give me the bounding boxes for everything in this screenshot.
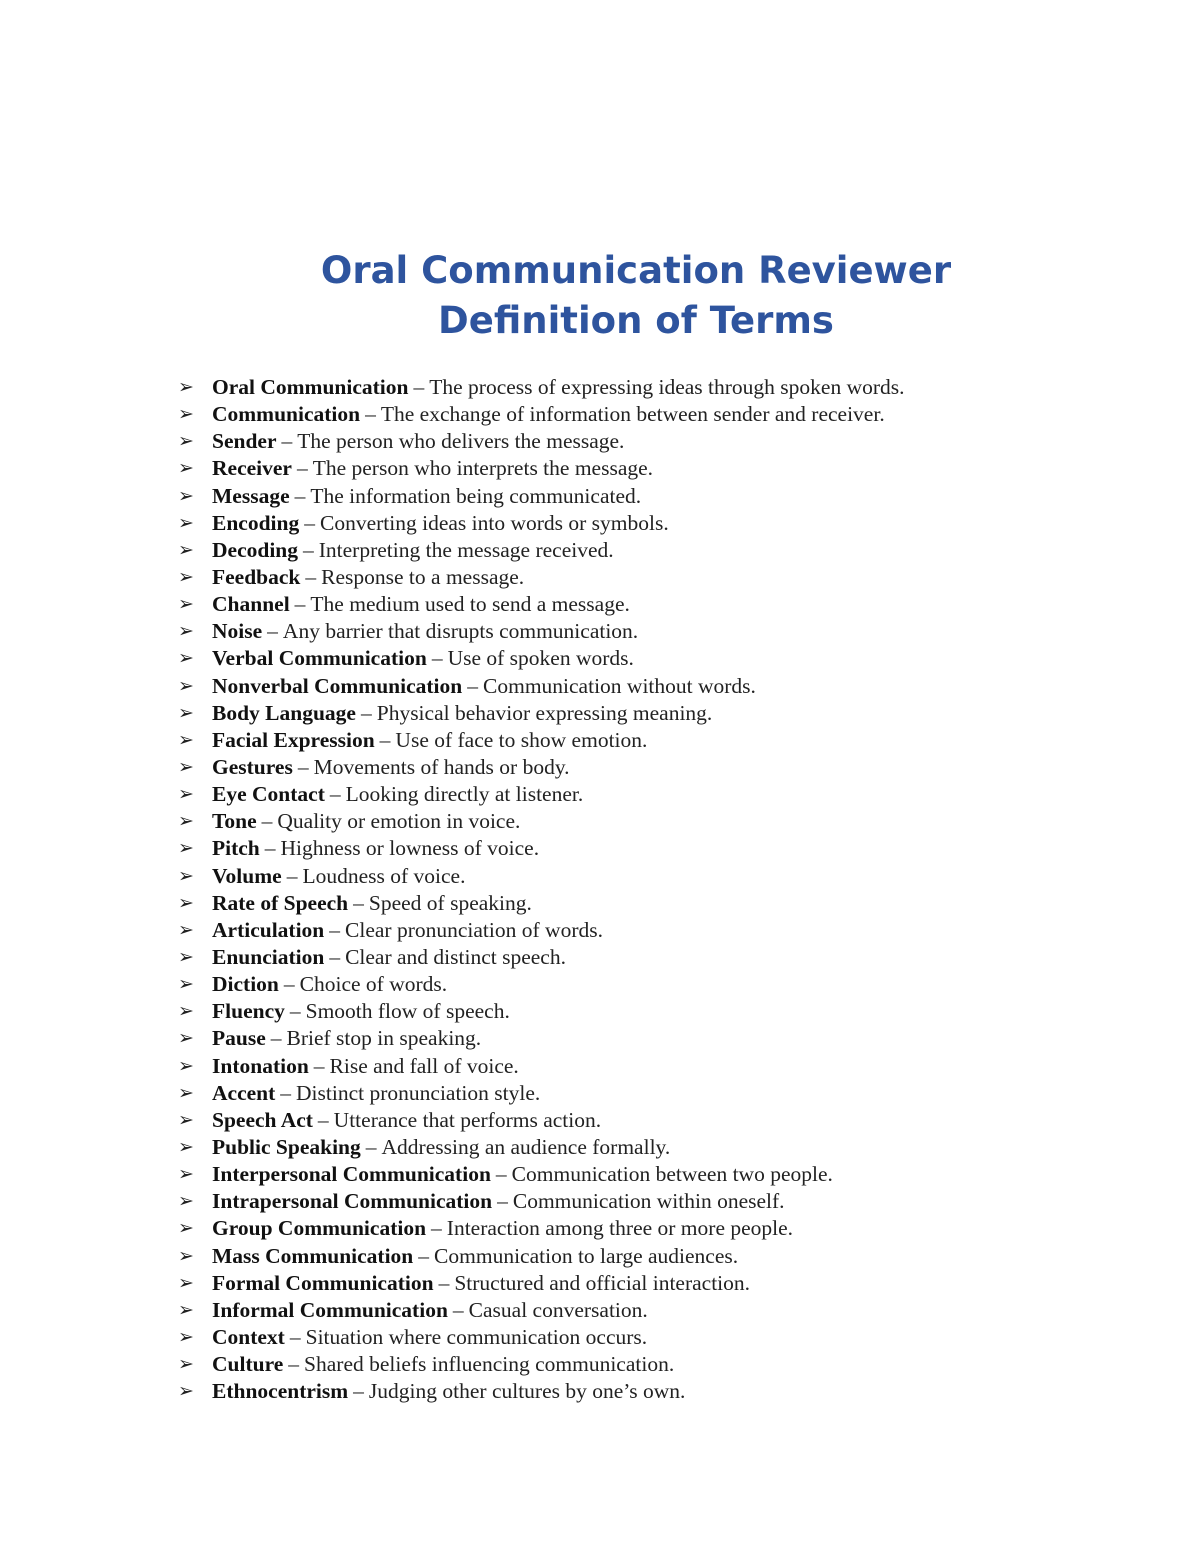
term-definition: Clear pronunciation of words.: [345, 917, 603, 942]
term-separator: –: [294, 592, 306, 617]
arrowhead-bullet-icon: ➢: [178, 701, 194, 724]
list-item: [178, 428, 905, 455]
term-separator: –: [452, 1297, 464, 1322]
term-name: Pause: [212, 1026, 266, 1051]
term-definition: Communication between two people.: [511, 1162, 833, 1187]
term-name: Oral Communication: [212, 375, 409, 400]
arrowhead-bullet-icon: ➢: [178, 376, 194, 399]
term-name: Mass Communication: [212, 1243, 414, 1268]
term-name: Public Speaking: [212, 1135, 361, 1159]
arrowhead-bullet-icon: ➢: [178, 783, 194, 806]
term-separator: –: [379, 727, 391, 752]
list-item: [178, 1215, 905, 1242]
list-item: [178, 1297, 905, 1324]
list-item: [178, 917, 905, 944]
arrowhead-bullet-icon: ➢: [178, 647, 194, 670]
term-separator: –: [286, 863, 298, 888]
term-definition: The person who delivers the message.: [297, 429, 625, 454]
term-name: Culture: [212, 1352, 284, 1377]
list-item: [178, 1053, 905, 1080]
term-definition: Clear and distinct speech.: [345, 945, 566, 970]
term-definition: Smooth flow of speech.: [305, 999, 510, 1024]
term-name: Informal Communication: [212, 1297, 448, 1322]
arrowhead-bullet-icon: ➢: [178, 1190, 194, 1213]
term-definition: Converting ideas into words or symbols.: [319, 510, 669, 535]
term-name: Fluency: [212, 999, 285, 1024]
term-separator: –: [365, 1135, 377, 1159]
term-definition: Physical behavior expressing meaning.: [376, 700, 713, 725]
arrowhead-bullet-icon: ➢: [178, 946, 194, 969]
arrowhead-bullet-icon: ➢: [178, 973, 194, 996]
list-item: [178, 971, 905, 998]
arrowhead-bullet-icon: ➢: [178, 891, 194, 914]
term-definition: Quality or emotion in voice.: [277, 809, 521, 834]
term-definition: The information being communicated.: [310, 483, 642, 508]
term-definition: Distinct pronunciation style.: [296, 1080, 541, 1105]
list-item: [178, 374, 905, 401]
list-item: [178, 1107, 905, 1134]
term-separator: –: [438, 1270, 450, 1295]
list-item: [178, 1025, 905, 1052]
list-item: [178, 1378, 905, 1405]
term-name: Interpersonal Communication: [212, 1162, 491, 1187]
term-name: Message: [212, 483, 290, 508]
list-item: [178, 700, 905, 727]
term-separator: –: [413, 375, 425, 400]
term-name: Formal Communication: [212, 1270, 434, 1295]
list-item: [178, 401, 905, 428]
list-item: [178, 673, 905, 700]
list-item: [178, 944, 905, 971]
list-item: [178, 863, 905, 890]
term-name: Feedback: [212, 565, 301, 590]
term-separator: –: [360, 700, 372, 725]
term-name: Volume: [212, 863, 282, 888]
term-separator: –: [329, 782, 341, 807]
list-item: [178, 483, 905, 510]
term-separator: –: [283, 972, 295, 997]
list-item: [178, 1324, 905, 1351]
term-name: Accent: [212, 1080, 276, 1105]
term-separator: –: [304, 510, 315, 535]
arrowhead-bullet-icon: ➢: [178, 593, 194, 616]
term-separator: –: [353, 890, 364, 915]
list-item: [178, 1270, 905, 1297]
list-item: [178, 890, 905, 917]
list-item: [178, 591, 905, 618]
arrowhead-bullet-icon: ➢: [178, 1217, 194, 1240]
term-separator: –: [431, 646, 443, 671]
term-definition: The exchange of information between sender and receiver.: [380, 402, 885, 427]
arrowhead-bullet-icon: ➢: [178, 674, 194, 697]
arrowhead-bullet-icon: ➢: [178, 756, 194, 779]
term-name: Decoding: [212, 537, 298, 562]
arrowhead-bullet-icon: ➢: [178, 1054, 194, 1077]
term-definition: Shared beliefs influencing communication.: [304, 1352, 675, 1377]
list-item: [178, 1351, 905, 1378]
arrowhead-bullet-icon: ➢: [178, 484, 194, 507]
term-definition: Judging other cultures by one’s own.: [368, 1379, 686, 1404]
term-separator: –: [294, 483, 306, 508]
term-separator: –: [267, 619, 278, 644]
term-definition: The process of expressing ideas through spoken words.: [429, 375, 905, 400]
term-name: Intonation: [212, 1053, 309, 1078]
term-separator: –: [431, 1216, 442, 1241]
term-name: Tone: [212, 809, 257, 834]
list-item: [178, 455, 905, 482]
term-name: Articulation: [212, 917, 325, 942]
term-name: Noise: [212, 619, 263, 644]
arrowhead-bullet-icon: ➢: [178, 728, 194, 751]
term-name: Speech Act: [212, 1107, 313, 1132]
term-separator: –: [365, 402, 376, 427]
term-definition: Brief stop in speaking.: [286, 1026, 482, 1051]
arrowhead-bullet-icon: ➢: [178, 1027, 194, 1050]
term-definition: Addressing an audience formally.: [381, 1135, 671, 1159]
arrowhead-bullet-icon: ➢: [178, 566, 194, 589]
list-item: [178, 754, 905, 781]
arrowhead-bullet-icon: ➢: [178, 1000, 194, 1023]
term-definition: Interpreting the message received.: [318, 537, 614, 562]
term-separator: –: [261, 809, 273, 834]
arrowhead-bullet-icon: ➢: [178, 538, 194, 561]
term-separator: –: [289, 999, 301, 1024]
arrowhead-bullet-icon: ➢: [178, 810, 194, 833]
arrowhead-bullet-icon: ➢: [178, 864, 194, 887]
term-separator: –: [497, 1189, 508, 1214]
list-item: [178, 998, 905, 1025]
arrowhead-bullet-icon: ➢: [178, 1325, 194, 1348]
arrowhead-bullet-icon: ➢: [178, 1353, 194, 1376]
arrowhead-bullet-icon: ➢: [178, 1163, 194, 1186]
list-item: [178, 781, 905, 808]
term-name: Ethnocentrism: [212, 1379, 349, 1404]
arrowhead-bullet-icon: ➢: [178, 1108, 194, 1131]
term-definition: Use of face to show emotion.: [395, 727, 648, 752]
term-separator: –: [313, 1053, 325, 1078]
term-name: Channel: [212, 592, 290, 617]
term-definition: Interaction among three or more people.: [446, 1216, 794, 1241]
term-name: Nonverbal Communication: [212, 673, 463, 698]
list-item: [178, 1080, 905, 1107]
term-name: Pitch: [212, 836, 260, 861]
term-definition: Response to a message.: [321, 565, 525, 590]
list-item: [178, 1188, 905, 1215]
arrowhead-bullet-icon: ➢: [178, 1298, 194, 1321]
term-definition: The person who interprets the message.: [312, 456, 654, 481]
arrowhead-bullet-icon: ➢: [178, 1081, 194, 1104]
term-name: Receiver: [212, 456, 292, 481]
list-item: [178, 537, 905, 564]
term-name: Rate of Speech: [212, 890, 349, 915]
term-name: Intrapersonal Communication: [212, 1189, 493, 1214]
list-item: [178, 1134, 905, 1161]
term-name: Context: [212, 1324, 285, 1349]
term-name: Enunciation: [212, 945, 325, 970]
list-item: [178, 645, 905, 672]
term-separator: –: [288, 1352, 300, 1377]
term-separator: –: [281, 429, 293, 454]
arrowhead-bullet-icon: ➢: [178, 457, 194, 480]
term-definition: Choice of words.: [299, 972, 448, 997]
term-separator: –: [305, 565, 317, 590]
term-separator: –: [353, 1379, 364, 1404]
term-definition: Any barrier that disrupts communication.: [282, 619, 639, 644]
list-item: [178, 1243, 905, 1270]
term-separator: –: [297, 755, 309, 780]
list-item: [178, 808, 905, 835]
title-block: [0, 246, 1200, 346]
arrowhead-bullet-icon: ➢: [178, 403, 194, 426]
term-separator: –: [329, 945, 341, 970]
arrowhead-bullet-icon: ➢: [178, 620, 194, 643]
arrowhead-bullet-icon: ➢: [178, 918, 194, 941]
list-item: [178, 1161, 905, 1188]
term-definition: Highness or lowness of voice.: [280, 836, 540, 861]
term-name: Group Communication: [212, 1216, 427, 1241]
arrowhead-bullet-icon: ➢: [178, 1136, 194, 1158]
term-definition: Communication to large audiences.: [434, 1243, 739, 1268]
term-definition: Speed of speaking.: [368, 890, 532, 915]
term-separator: –: [264, 836, 276, 861]
term-definition: Casual conversation.: [468, 1297, 648, 1322]
term-separator: –: [280, 1080, 292, 1105]
term-name: Sender: [212, 429, 277, 454]
term-definition: Utterance that performs action.: [333, 1107, 602, 1132]
arrowhead-bullet-icon: ➢: [178, 430, 194, 453]
term-definition: Movements of hands or body.: [313, 755, 570, 780]
document-subtitle: Definition of Terms: [438, 299, 834, 342]
term-name: Communication: [212, 402, 361, 427]
term-name: Facial Expression: [212, 727, 375, 752]
term-separator: –: [467, 673, 478, 698]
arrowhead-bullet-icon: ➢: [178, 1244, 194, 1267]
term-definition: Situation where communication occurs.: [305, 1324, 648, 1349]
term-name: Diction: [212, 972, 279, 997]
term-name: Gestures: [212, 755, 293, 780]
term-separator: –: [418, 1243, 430, 1268]
term-definition: The medium used to send a message.: [310, 592, 630, 617]
term-separator: –: [289, 1324, 301, 1349]
term-definition: Communication without words.: [483, 673, 756, 698]
terms-list: [178, 374, 905, 1405]
term-definition: Communication within oneself.: [512, 1189, 785, 1214]
list-item: [178, 510, 905, 537]
term-separator: –: [303, 537, 314, 562]
arrowhead-bullet-icon: ➢: [178, 837, 194, 860]
list-item: [178, 618, 905, 645]
term-separator: –: [317, 1107, 329, 1132]
term-name: Body Language: [212, 700, 356, 725]
term-definition: Looking directly at listener.: [345, 782, 584, 807]
list-item: [178, 727, 905, 754]
term-separator: –: [329, 917, 341, 942]
document-title: Oral Communication Reviewer: [320, 249, 952, 292]
term-definition: Use of spoken words.: [447, 646, 634, 671]
term-separator: –: [270, 1026, 282, 1051]
term-definition: Rise and fall of voice.: [329, 1053, 519, 1078]
term-separator: –: [296, 456, 308, 481]
arrowhead-bullet-icon: ➢: [178, 1271, 194, 1294]
term-separator: –: [495, 1162, 507, 1187]
list-item: [178, 835, 905, 862]
term-name: Verbal Communication: [212, 646, 427, 671]
term-definition: Structured and official interaction.: [454, 1270, 751, 1295]
term-definition: Loudness of voice.: [302, 863, 466, 888]
term-name: Eye Contact: [212, 782, 325, 807]
arrowhead-bullet-icon: ➢: [178, 1380, 194, 1403]
arrowhead-bullet-icon: ➢: [178, 511, 194, 534]
list-item: [178, 564, 905, 591]
term-name: Encoding: [212, 510, 300, 535]
